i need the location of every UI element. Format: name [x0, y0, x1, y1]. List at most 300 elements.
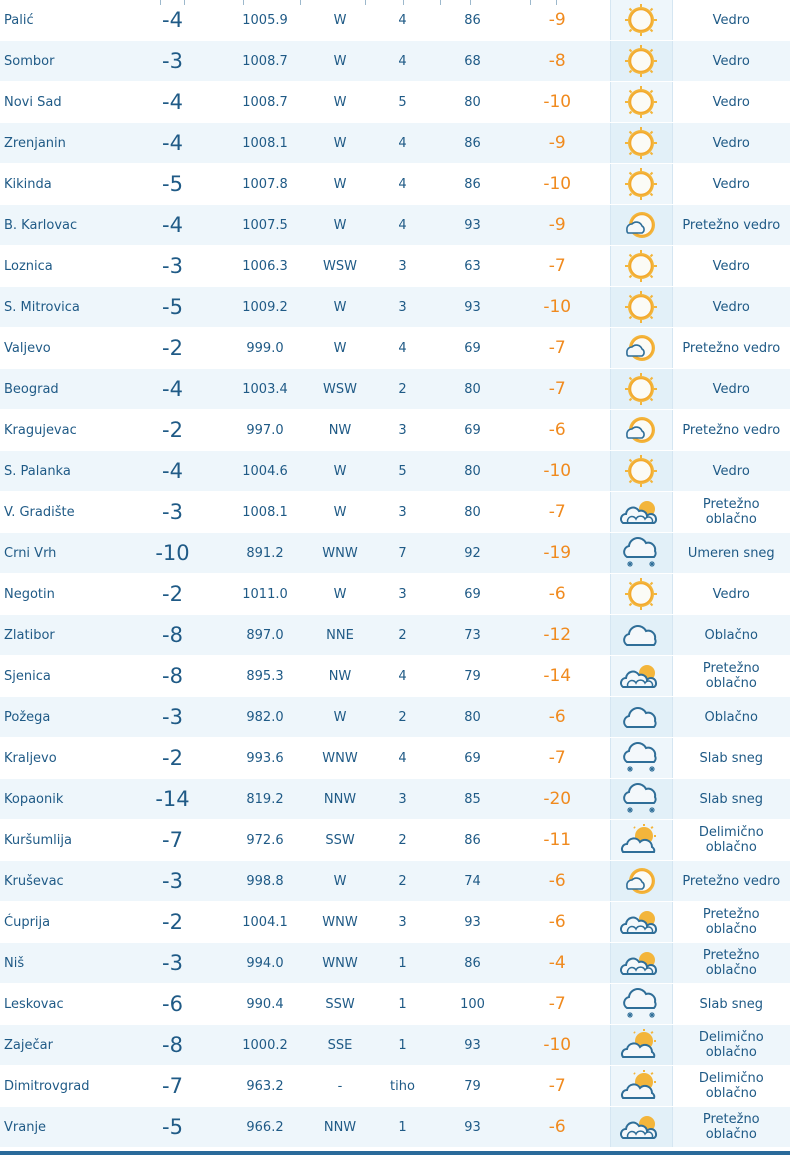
city-name: Kragujevac: [0, 410, 130, 451]
humidity-value: 79: [440, 1066, 505, 1107]
condition-text: [672, 410, 790, 451]
header-edge-mark: [470, 0, 471, 5]
condition-line: Pretežno vedro: [682, 873, 781, 889]
city-name: Loznica: [0, 246, 130, 287]
weather-icon-cell: [610, 410, 672, 451]
partly-cloudy-icon: [611, 824, 672, 856]
weather-icon-cell: [610, 1107, 672, 1148]
condition-line: Slab sneg: [699, 996, 763, 1012]
sun-icon: [611, 249, 672, 283]
pressure-value: 1008.7: [215, 41, 315, 82]
pressure-value: 1000.2: [215, 1025, 315, 1066]
wind-speed: 4: [365, 205, 440, 246]
condition-text: [672, 41, 790, 82]
sun-small-cloud-icon: [611, 413, 672, 447]
weather-icon-cell: [610, 861, 672, 902]
humidity-value: 63: [440, 246, 505, 287]
temperature-value: -2: [130, 902, 215, 943]
cloud-sun-icon: [611, 948, 672, 978]
feels-like-temp: -6: [505, 861, 610, 902]
weather-icon-cell: [610, 369, 672, 410]
table-row: [0, 369, 790, 410]
feels-like-temp: -9: [505, 123, 610, 164]
wind-direction: -: [315, 1066, 365, 1107]
city-name: Ćuprija: [0, 902, 130, 943]
weather-icon-cell: [610, 820, 672, 861]
condition-text: [672, 492, 790, 533]
wind-speed: 3: [365, 902, 440, 943]
weather-icon-cell: [610, 287, 672, 328]
table-row: [0, 328, 790, 369]
wind-speed: 3: [365, 410, 440, 451]
table-row: [0, 410, 790, 451]
pressure-value: 1004.6: [215, 451, 315, 492]
condition-line: oblačno: [705, 676, 757, 691]
city-name: Sombor: [0, 41, 130, 82]
temperature-value: -2: [130, 410, 215, 451]
city-name: Kraljevo: [0, 738, 130, 779]
sun-icon: [611, 290, 672, 324]
table-bottom-bar: [0, 1151, 790, 1155]
header-edge-mark: [365, 0, 366, 5]
partly-cloudy-icon: [611, 1070, 672, 1102]
wind-speed: 5: [365, 451, 440, 492]
condition-line: Oblačno: [704, 627, 758, 643]
condition-text: [672, 1066, 790, 1107]
pressure-value: 819.2: [215, 779, 315, 820]
temperature-value: -10: [130, 533, 215, 574]
condition-line: oblačno: [705, 840, 757, 855]
table-row: [0, 1107, 790, 1148]
condition-text: [672, 1107, 790, 1148]
table-row: [0, 82, 790, 123]
humidity-value: 85: [440, 779, 505, 820]
weather-icon-cell: [610, 1025, 672, 1066]
pressure-value: 1009.2: [215, 287, 315, 328]
weather-icon-cell: [610, 574, 672, 615]
temperature-value: -8: [130, 656, 215, 697]
temperature-value: -3: [130, 41, 215, 82]
condition-line: oblačno: [705, 512, 757, 527]
table-row: [0, 943, 790, 984]
feels-like-temp: -6: [505, 697, 610, 738]
feels-like-temp: -7: [505, 492, 610, 533]
condition-text: [672, 902, 790, 943]
feels-like-temp: -10: [505, 451, 610, 492]
condition-line: oblačno: [705, 1045, 757, 1060]
humidity-value: 73: [440, 615, 505, 656]
sun-icon: [611, 44, 672, 78]
temperature-value: -2: [130, 328, 215, 369]
weather-icon-cell: [610, 492, 672, 533]
condition-line: Pretežno: [702, 497, 760, 512]
wind-speed: 2: [365, 615, 440, 656]
pressure-value: 1005.9: [215, 0, 315, 41]
table-row: [0, 164, 790, 205]
wind-direction: NNE: [315, 615, 365, 656]
table-top-edge: [0, 0, 790, 5]
condition-text: [672, 738, 790, 779]
feels-like-temp: -19: [505, 533, 610, 574]
humidity-value: 93: [440, 902, 505, 943]
temperature-value: -4: [130, 123, 215, 164]
feels-like-temp: -6: [505, 1107, 610, 1148]
temperature-value: -3: [130, 861, 215, 902]
condition-text: [672, 574, 790, 615]
pressure-value: 1008.7: [215, 82, 315, 123]
feels-like-temp: -10: [505, 82, 610, 123]
condition-text: [672, 861, 790, 902]
temperature-value: -14: [130, 779, 215, 820]
city-name: Valjevo: [0, 328, 130, 369]
condition-text: [672, 984, 790, 1025]
cloud-sun-icon: [611, 497, 672, 527]
condition-text: [672, 779, 790, 820]
header-edge-mark: [530, 0, 531, 5]
humidity-value: 69: [440, 738, 505, 779]
humidity-value: 69: [440, 328, 505, 369]
condition-text: [672, 164, 790, 205]
wind-direction: W: [315, 123, 365, 164]
sun-icon: [611, 126, 672, 160]
wind-speed: 3: [365, 246, 440, 287]
weather-icon-cell: [610, 656, 672, 697]
pressure-value: 998.8: [215, 861, 315, 902]
weather-icon-cell: [610, 779, 672, 820]
wind-direction: WNW: [315, 738, 365, 779]
humidity-value: 68: [440, 41, 505, 82]
table-row: [0, 861, 790, 902]
table-row: [0, 123, 790, 164]
wind-direction: W: [315, 205, 365, 246]
table-row: [0, 738, 790, 779]
wind-direction: W: [315, 287, 365, 328]
wind-direction: W: [315, 0, 365, 41]
wind-direction: NW: [315, 410, 365, 451]
weather-icon-cell: [610, 328, 672, 369]
temperature-value: -6: [130, 984, 215, 1025]
condition-text: [672, 615, 790, 656]
table-row: [0, 287, 790, 328]
sun-icon: [611, 454, 672, 488]
condition-line: Vedro: [712, 53, 750, 69]
wind-speed: 1: [365, 1025, 440, 1066]
city-name: Kuršumlija: [0, 820, 130, 861]
table-row: [0, 41, 790, 82]
wind-direction: W: [315, 697, 365, 738]
temperature-value: -4: [130, 0, 215, 41]
wind-direction: SSE: [315, 1025, 365, 1066]
pressure-value: 895.3: [215, 656, 315, 697]
weather-icon-cell: [610, 164, 672, 205]
wind-speed: 1: [365, 1107, 440, 1148]
temperature-value: -4: [130, 205, 215, 246]
condition-line: Vedro: [712, 135, 750, 151]
pressure-value: 993.6: [215, 738, 315, 779]
wind-direction: WNW: [315, 943, 365, 984]
feels-like-temp: -9: [505, 205, 610, 246]
sun-small-cloud-icon: [611, 208, 672, 242]
feels-like-temp: -10: [505, 287, 610, 328]
humidity-value: 74: [440, 861, 505, 902]
sun-icon: [611, 3, 672, 37]
wind-direction: NNW: [315, 1107, 365, 1148]
wind-speed: 4: [365, 738, 440, 779]
temperature-value: -7: [130, 820, 215, 861]
condition-text: [672, 656, 790, 697]
temperature-value: -3: [130, 492, 215, 533]
wind-direction: SSW: [315, 984, 365, 1025]
pressure-value: 990.4: [215, 984, 315, 1025]
weather-icon-cell: [610, 0, 672, 41]
city-name: S. Mitrovica: [0, 287, 130, 328]
city-name: Zlatibor: [0, 615, 130, 656]
condition-text: [672, 246, 790, 287]
wind-speed: 1: [365, 943, 440, 984]
wind-direction: WNW: [315, 902, 365, 943]
condition-line: Vedro: [712, 12, 750, 28]
condition-text: [672, 369, 790, 410]
condition-text: [672, 697, 790, 738]
humidity-value: 80: [440, 451, 505, 492]
temperature-value: -7: [130, 1066, 215, 1107]
table-row: [0, 779, 790, 820]
cloud-icon: [611, 702, 672, 732]
humidity-value: 69: [440, 410, 505, 451]
pressure-value: 963.2: [215, 1066, 315, 1107]
sun-icon: [611, 372, 672, 406]
table-row: [0, 820, 790, 861]
feels-like-temp: -12: [505, 615, 610, 656]
wind-direction: W: [315, 82, 365, 123]
table-row: [0, 246, 790, 287]
table-row: [0, 451, 790, 492]
table-row: [0, 533, 790, 574]
city-name: Požega: [0, 697, 130, 738]
city-name: S. Palanka: [0, 451, 130, 492]
pressure-value: 972.6: [215, 820, 315, 861]
city-name: Negotin: [0, 574, 130, 615]
condition-text: [672, 943, 790, 984]
cloud-sun-icon: [611, 661, 672, 691]
pressure-value: 1006.3: [215, 246, 315, 287]
city-name: Kikinda: [0, 164, 130, 205]
sun-icon: [611, 577, 672, 611]
condition-line: Delimično: [698, 1030, 764, 1045]
condition-text: [672, 1025, 790, 1066]
wind-speed: 5: [365, 82, 440, 123]
feels-like-temp: -11: [505, 820, 610, 861]
weather-icon-cell: [610, 943, 672, 984]
sun-icon: [611, 85, 672, 119]
weather-icon-cell: [610, 902, 672, 943]
table-row: [0, 492, 790, 533]
temperature-value: -8: [130, 615, 215, 656]
temperature-value: -3: [130, 246, 215, 287]
condition-line: Delimično: [698, 825, 764, 840]
header-edge-mark: [300, 0, 301, 5]
wind-direction: WSW: [315, 246, 365, 287]
pressure-value: 1007.8: [215, 164, 315, 205]
wind-speed: 4: [365, 41, 440, 82]
city-name: Leskovac: [0, 984, 130, 1025]
snow-cloud-icon: [611, 781, 672, 817]
humidity-value: 80: [440, 82, 505, 123]
wind-direction: WSW: [315, 369, 365, 410]
table-row: [0, 615, 790, 656]
wind-speed: 2: [365, 697, 440, 738]
feels-like-temp: -10: [505, 164, 610, 205]
temperature-value: -4: [130, 451, 215, 492]
wind-speed: 2: [365, 369, 440, 410]
temperature-value: -4: [130, 82, 215, 123]
wind-direction: WNW: [315, 533, 365, 574]
weather-icon-cell: [610, 123, 672, 164]
table-row: [0, 984, 790, 1025]
wind-direction: W: [315, 41, 365, 82]
condition-line: Vedro: [712, 94, 750, 110]
condition-line: Pretežno: [702, 948, 760, 963]
city-name: Niš: [0, 943, 130, 984]
humidity-value: 92: [440, 533, 505, 574]
feels-like-temp: -9: [505, 0, 610, 41]
wind-speed: 7: [365, 533, 440, 574]
temperature-value: -8: [130, 1025, 215, 1066]
condition-line: oblačno: [705, 1086, 757, 1101]
humidity-value: 86: [440, 943, 505, 984]
wind-speed: 3: [365, 287, 440, 328]
weather-icon-cell: [610, 41, 672, 82]
pressure-value: 1008.1: [215, 123, 315, 164]
cloud-sun-icon: [611, 1112, 672, 1142]
condition-text: [672, 533, 790, 574]
humidity-value: 69: [440, 574, 505, 615]
condition-line: Pretežno vedro: [682, 217, 781, 233]
humidity-value: 80: [440, 697, 505, 738]
pressure-value: 897.0: [215, 615, 315, 656]
sun-small-cloud-icon: [611, 864, 672, 898]
feels-like-temp: -7: [505, 328, 610, 369]
pressure-value: 997.0: [215, 410, 315, 451]
header-edge-mark: [184, 0, 185, 5]
weather-icon-cell: [610, 738, 672, 779]
pressure-value: 1003.4: [215, 369, 315, 410]
feels-like-temp: -8: [505, 41, 610, 82]
condition-line: Pretežno: [702, 661, 760, 676]
pressure-value: 1008.1: [215, 492, 315, 533]
table-row: [0, 697, 790, 738]
wind-speed: 2: [365, 861, 440, 902]
condition-line: Slab sneg: [699, 750, 763, 766]
wind-direction: SSW: [315, 820, 365, 861]
condition-line: Vedro: [712, 258, 750, 274]
city-name: Sjenica: [0, 656, 130, 697]
condition-line: oblačno: [705, 922, 757, 937]
wind-direction: W: [315, 451, 365, 492]
partly-cloudy-icon: [611, 1029, 672, 1061]
snow-cloud-icon: [611, 986, 672, 1022]
feels-like-temp: -7: [505, 738, 610, 779]
city-name: Vranje: [0, 1107, 130, 1148]
city-name: V. Gradište: [0, 492, 130, 533]
header-edge-mark: [243, 0, 244, 5]
weather-icon-cell: [610, 82, 672, 123]
city-name: Kruševac: [0, 861, 130, 902]
snow-cloud-icon: [611, 740, 672, 776]
wind-speed: 1: [365, 984, 440, 1025]
condition-line: Pretežno: [702, 907, 760, 922]
pressure-value: 1011.0: [215, 574, 315, 615]
temperature-value: -5: [130, 164, 215, 205]
table-row: [0, 902, 790, 943]
city-name: Palić: [0, 0, 130, 41]
condition-text: [672, 328, 790, 369]
condition-line: Vedro: [712, 299, 750, 315]
snow-cloud-icon: [611, 535, 672, 571]
city-name: Crni Vrh: [0, 533, 130, 574]
condition-text: [672, 205, 790, 246]
condition-line: Vedro: [712, 381, 750, 397]
cloud-icon: [611, 620, 672, 650]
temperature-value: -2: [130, 738, 215, 779]
wind-speed: 3: [365, 574, 440, 615]
humidity-value: 93: [440, 1107, 505, 1148]
temperature-value: -3: [130, 943, 215, 984]
header-edge-mark: [556, 0, 557, 5]
wind-speed: 4: [365, 0, 440, 41]
pressure-value: 999.0: [215, 328, 315, 369]
condition-line: Pretežno: [702, 1112, 760, 1127]
condition-text: [672, 82, 790, 123]
feels-like-temp: -6: [505, 410, 610, 451]
feels-like-temp: -6: [505, 574, 610, 615]
condition-text: [672, 451, 790, 492]
wind-speed: 4: [365, 123, 440, 164]
temperature-value: -2: [130, 574, 215, 615]
table-row: [0, 0, 790, 41]
temperature-value: -3: [130, 697, 215, 738]
weather-icon-cell: [610, 533, 672, 574]
city-name: Kopaonik: [0, 779, 130, 820]
city-name: B. Karlovac: [0, 205, 130, 246]
header-edge-mark: [440, 0, 441, 5]
city-name: Novi Sad: [0, 82, 130, 123]
header-edge-mark: [403, 0, 404, 5]
pressure-value: 1007.5: [215, 205, 315, 246]
condition-text: [672, 287, 790, 328]
humidity-value: 100: [440, 984, 505, 1025]
pressure-value: 966.2: [215, 1107, 315, 1148]
pressure-value: 982.0: [215, 697, 315, 738]
condition-line: Oblačno: [704, 709, 758, 725]
feels-like-temp: -7: [505, 246, 610, 287]
condition-line: Umeren sneg: [687, 545, 775, 561]
wind-speed: 3: [365, 492, 440, 533]
feels-like-temp: -7: [505, 369, 610, 410]
condition-line: oblačno: [705, 1127, 757, 1142]
condition-text: [672, 123, 790, 164]
humidity-value: 79: [440, 656, 505, 697]
condition-line: Delimično: [698, 1071, 764, 1086]
city-name: Beograd: [0, 369, 130, 410]
weather-icon-cell: [610, 246, 672, 287]
weather-icon-cell: [610, 205, 672, 246]
header-edge-mark: [160, 0, 161, 5]
humidity-value: 93: [440, 205, 505, 246]
condition-line: Pretežno vedro: [682, 422, 781, 438]
condition-line: oblačno: [705, 963, 757, 978]
humidity-value: 80: [440, 369, 505, 410]
